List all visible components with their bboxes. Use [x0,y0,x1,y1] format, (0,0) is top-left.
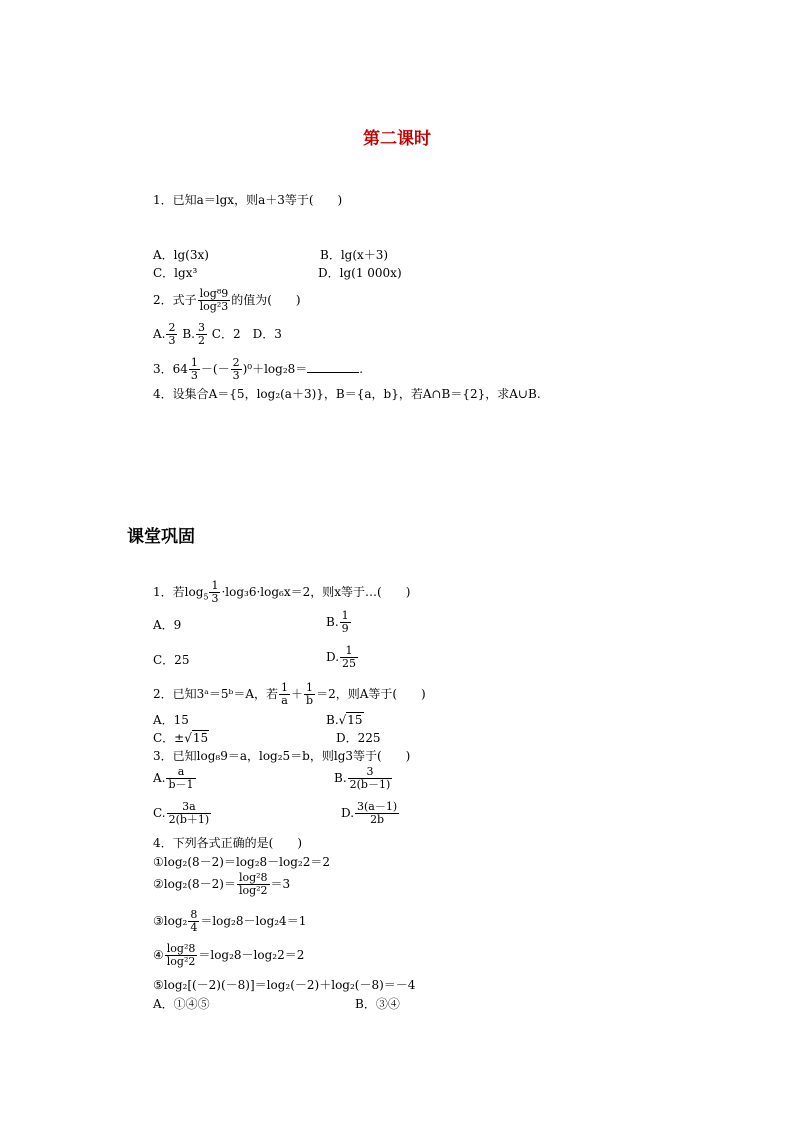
option-label: B. [326,615,339,629]
post-q3-option-d [341,801,400,826]
statement-suffix: ＝3 [270,877,291,891]
fraction-numerator: 2 [168,321,176,334]
log-base: 5 [203,592,209,602]
radicand: 15 [347,713,363,727]
post-q4-statement-2 [153,872,290,897]
fraction-numerator: 1 [306,681,314,694]
post-q4-statement-3 [153,909,306,934]
post-q3-option-a-fraction [166,766,195,791]
pre-q2-option-b-label: B. [182,327,195,341]
post-q4-statement-2-fraction [237,872,270,897]
pre-q2-option-a-label: A. [153,327,166,341]
post-q1-option-a: A．9 [153,618,182,632]
fraction-numerator: 8 [190,908,198,921]
fraction-numerator: log²8 [238,871,268,884]
pre-q3-end: . [359,362,364,376]
option-label: A. [153,771,166,785]
section-title: 课堂巩固 [127,527,195,547]
pre-q2-prefix: 2．式子 [153,293,197,307]
statement-suffix: ＝log₂8－log₂4＝1 [200,914,307,928]
pre-q3-stem [153,357,363,382]
post-q2-stem [153,682,426,707]
post-q2-option-b [326,713,364,727]
post-q2-option-a: A．15 [153,713,189,727]
fraction-numerator: 3 [197,321,205,334]
option-label: D. [341,806,355,820]
fraction-denominator: 2b [355,813,399,826]
pre-q3-prefix: 3．64 [153,362,188,376]
post-q4-statement-1: ①log₂(8－2)＝log₂8－log₂2＝2 [153,855,330,869]
sqrt-symbol: √15 [184,731,209,745]
fraction-denominator: 2(b－1) [349,778,391,791]
pre-q3-exponent-fraction [189,357,200,382]
fraction-denominator: 25 [342,657,357,670]
fraction-numerator: 1 [190,356,198,369]
fraction-numerator: 1 [281,681,288,694]
post-q1-option-d [326,645,359,670]
fraction-numerator: 1 [341,609,349,622]
fraction-numerator: 3(a－1) [357,800,398,813]
radicand: 15 [192,731,209,745]
post-q3-option-d-fraction [355,801,399,826]
post-q2-option-d: D．225 [336,731,381,745]
post-q1-option-c: C．25 [153,653,190,667]
fraction-denominator: 9 [341,622,349,635]
fraction-denominator: log²3 [199,300,229,313]
statement-prefix: ④ [153,948,164,962]
pre-q1-option-b: B．lg(x＋3) [320,248,389,262]
fraction-numerator: a [177,765,185,778]
post-q1-option-b [326,610,352,635]
fraction-numerator: 1 [345,644,353,657]
fraction-denominator: 2 [197,334,205,347]
statement-suffix: ＝log₂8－log₂2＝2 [198,948,305,962]
pre-q1-stem: 1．已知a＝lgx，则a＋3等于( ) [153,193,343,207]
statement-prefix: ③log₂ [153,914,188,928]
post-q2-option-c [153,731,209,745]
post-q3-option-b [334,766,393,791]
pre-q1-option-a: A．lg(3x) [153,248,209,262]
pre-q3-mid: －(－ [200,362,230,376]
pre-q2-fraction [198,288,231,313]
post-q2-fraction-a [279,682,290,707]
fraction-numerator: 3 [366,765,374,778]
fraction-numerator: 3a [182,800,196,813]
pre-q1-option-c: C．lgx³ [153,266,198,280]
page-title: 第二课时 [363,129,431,149]
pre-q2-stem [153,288,301,313]
option-label: C. [153,806,166,820]
pre-q2-suffix: 的值为( ) [231,293,301,307]
option-label: B. [326,713,339,727]
pre-q2-options [153,322,282,347]
fraction-denominator: 4 [190,921,198,934]
post-q1-prefix: 1．若log [153,585,204,599]
fraction-numerator: log²8 [166,942,196,955]
fraction-denominator: 3 [232,369,240,382]
post-q4-statement-5: ⑤log₂[(－2)(－8)]＝log₂(－2)＋log₂(－8)＝－4 [153,978,416,992]
sqrt-symbol: √15 [338,713,363,727]
fraction-denominator: log²2 [238,884,268,897]
post-q1-option-d-fraction [340,645,358,670]
option-label: B. [334,771,347,785]
post-q4-option-a: A．①④⑤ [153,997,210,1011]
plus-sign: ＋ [291,687,304,701]
fraction-denominator: a [279,694,290,707]
pre-q3-suffix: )⁰＋log₂8＝ [242,362,308,376]
pre-q1-option-d: D．lg(1 000x) [318,266,402,280]
fraction-denominator: log²2 [166,955,196,968]
post-q2-suffix: ＝2，则A等于( ) [316,687,426,701]
statement-prefix: ②log₂(8－2)＝ [153,877,236,891]
post-q3-option-c-fraction [167,801,212,826]
post-q2-fraction-b [304,682,315,707]
pre-q2-option-a-fraction [166,322,177,347]
fraction-denominator: b－1 [168,778,194,791]
post-q1-option-b-fraction [340,610,351,635]
post-q4-statement-4-fraction [165,943,198,968]
fraction-denominator: 3 [211,592,219,605]
post-q4-stem: 4．下列各式正确的是( ) [153,836,302,850]
fraction-denominator: 3 [190,369,198,382]
option-label: C．± [153,731,185,745]
pre-q4-stem: 4．设集合A＝{5，log₂(a＋3)}，B＝{a，b}，若A∩B＝{2}，求A∪B. [153,387,541,401]
post-q4-statement-3-fraction [188,909,199,934]
answer-blank[interactable] [307,362,359,373]
post-q4-statement-4 [153,943,304,968]
post-q1-stem [153,580,410,605]
fraction-denominator: b [306,694,314,707]
option-label: D. [326,650,340,664]
fraction-denominator: 2(b＋1) [168,813,210,826]
post-q3-option-a [153,766,197,791]
post-q2-prefix: 2．已知3ᵃ＝5ᵇ＝A，若 [153,687,278,701]
post-q3-option-c [153,801,212,826]
fraction-numerator: 1 [211,579,219,592]
pre-q2-option-b-fraction [196,322,207,347]
fraction-denominator: 3 [168,334,176,347]
post-q1-suffix: ·log₃6·log₆x＝2，则x等于…( ) [221,585,411,599]
post-q1-fraction [209,580,220,605]
fraction-numerator: 2 [232,356,240,369]
post-q3-option-b-fraction [348,766,393,791]
post-q3-stem: 3．已知log₈9＝a，log₂5＝b，则lg3等于( ) [153,749,411,763]
fraction-numerator: log⁸9 [199,287,229,300]
pre-q2-options-rest: C．2 D．3 [211,327,282,341]
post-q4-option-b: B．③④ [355,997,400,1011]
pre-q3-base-fraction [231,357,242,382]
